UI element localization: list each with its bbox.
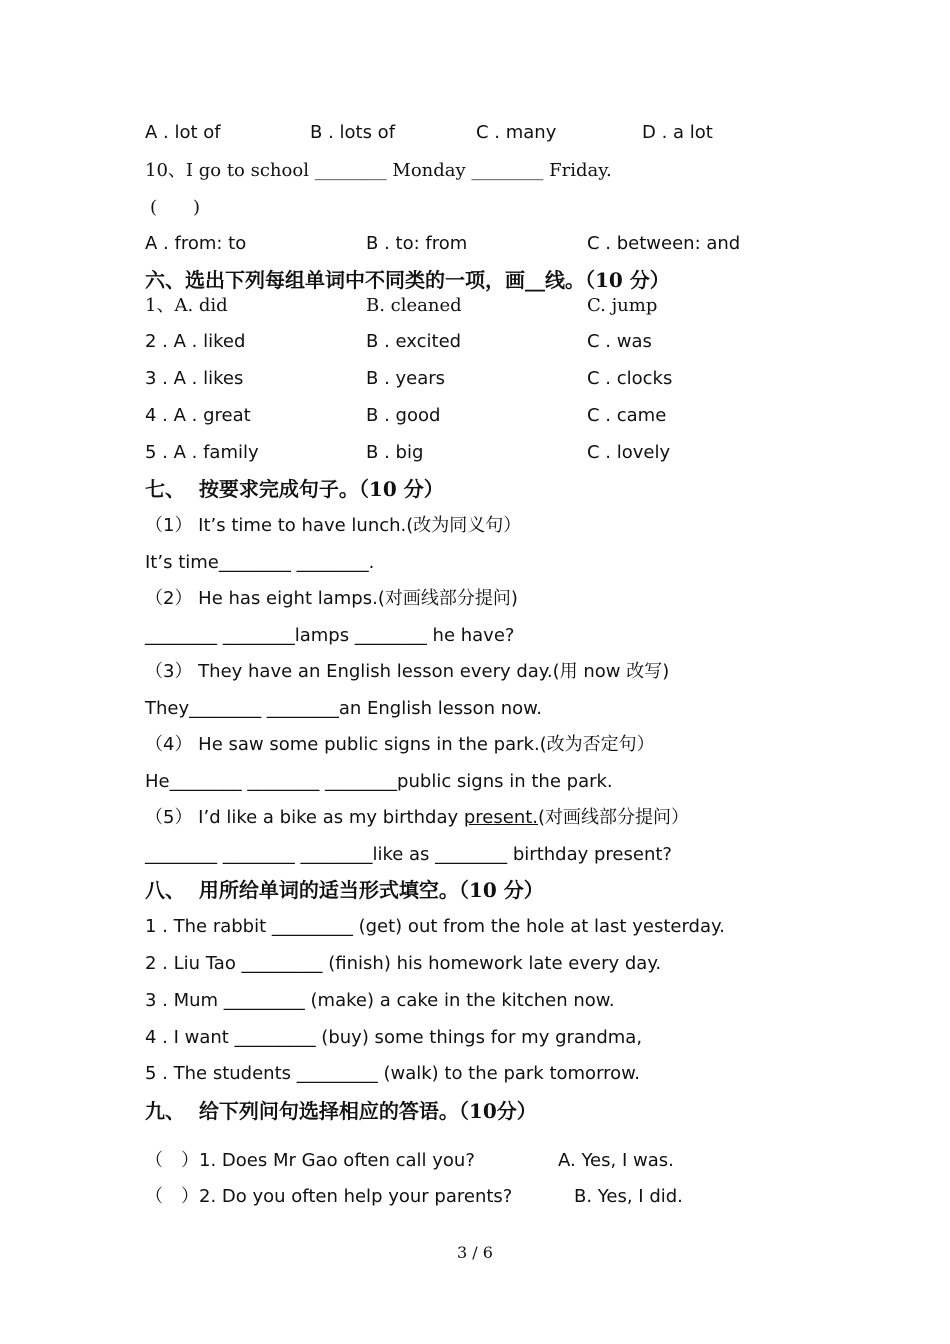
s6-row3-c: C . clocks bbox=[587, 368, 673, 389]
s7-q2: （2） He has eight lamps.(对画线部分提问) bbox=[145, 588, 518, 609]
q10-option-b: B . to: from bbox=[366, 233, 468, 254]
s8-item1: 1 . The rabbit _________ (get) out from the hole at last yesterday. bbox=[145, 916, 725, 937]
section6-title: 六、选出下列每组单词中不同类的一项，画__线。（10 分） bbox=[145, 268, 670, 292]
s7-a4: He________ ________ ________public signs in the park. bbox=[145, 771, 613, 792]
q9-option-c: C . many bbox=[476, 122, 557, 143]
s6-row4-c: C . came bbox=[587, 405, 667, 426]
s6-row1-b: B. cleaned bbox=[366, 295, 462, 316]
q10-option-c: C . between: and bbox=[587, 233, 741, 254]
s6-row2-a: 2 . A . liked bbox=[145, 331, 246, 352]
s7-q5-post: (对画线部分提问） bbox=[538, 807, 690, 828]
s7-a2: ________ ________lamps ________ he have? bbox=[145, 625, 515, 646]
s7-q5 bbox=[145, 806, 689, 830]
section9-title: 九、 给下列问句选择相应的答语。（10分） bbox=[145, 1099, 537, 1123]
section8-title: 八、 用所给单词的适当形式填空。（10 分） bbox=[145, 878, 544, 902]
page-number: 3 / 6 bbox=[457, 1243, 493, 1262]
s8-item3: 3 . Mum _________ (make) a cake in the kitchen now. bbox=[145, 990, 615, 1011]
s9-q1: （ ）1. Does Mr Gao often call you? bbox=[145, 1150, 475, 1171]
s6-row3-b: B . years bbox=[366, 368, 446, 389]
s6-row2-c: C . was bbox=[587, 331, 652, 352]
s9-a2: B. Yes, I did. bbox=[574, 1186, 683, 1207]
s7-a3: They________ ________an English lesson now. bbox=[145, 698, 542, 719]
q9-option-a: A . lot of bbox=[145, 122, 221, 143]
s6-row5-c: C . lovely bbox=[587, 442, 671, 463]
s9-q2: （ ）2. Do you often help your parents? bbox=[145, 1186, 513, 1207]
s8-item2: 2 . Liu Tao _________ (finish) his homework late every day. bbox=[145, 953, 662, 974]
s6-row3-a: 3 . A . likes bbox=[145, 368, 244, 389]
s9-a1: A. Yes, I was. bbox=[558, 1150, 674, 1171]
q10-answer-paren: ( ) bbox=[150, 197, 201, 218]
q9-option-d: D . a lot bbox=[642, 122, 713, 143]
s7-q3: （3） They have an English lesson every day.(用 now 改写) bbox=[145, 661, 670, 682]
section7-title: 七、 按要求完成句子。（10 分） bbox=[145, 477, 444, 501]
s8-item4: 4 . I want _________ (buy) some things for my grandma, bbox=[145, 1027, 643, 1048]
s8-item5: 5 . The students _________ (walk) to the park tomorrow. bbox=[145, 1063, 640, 1084]
s7-q5-pre: （5） I’d like a bike as my birthday bbox=[145, 807, 464, 828]
s6-row1-c: C. jump bbox=[587, 295, 658, 316]
q10-text: 10、I go to school ________ Monday ________ Friday. bbox=[145, 160, 612, 181]
q10-option-a: A . from: to bbox=[145, 233, 247, 254]
s7-q1: （1） It’s time to have lunch.(改为同义句） bbox=[145, 515, 522, 536]
s6-row1-a: 1、A. did bbox=[145, 295, 228, 316]
s6-row2-b: B . excited bbox=[366, 331, 462, 352]
s7-a5: ________ ________ ________like as ________ birthday present? bbox=[145, 844, 672, 865]
s7-q4: （4） He saw some public signs in the park.(改为否定句） bbox=[145, 734, 655, 755]
s7-a1: It’s time________ ________. bbox=[145, 552, 375, 573]
s6-row5-a: 5 . A . family bbox=[145, 442, 259, 463]
s6-row4-a: 4 . A . great bbox=[145, 405, 251, 426]
s6-row5-b: B . big bbox=[366, 442, 424, 463]
q9-option-b: B . lots of bbox=[310, 122, 396, 143]
s7-q5-underlined: present. bbox=[463, 807, 539, 828]
s6-row4-b: B . good bbox=[366, 405, 441, 426]
